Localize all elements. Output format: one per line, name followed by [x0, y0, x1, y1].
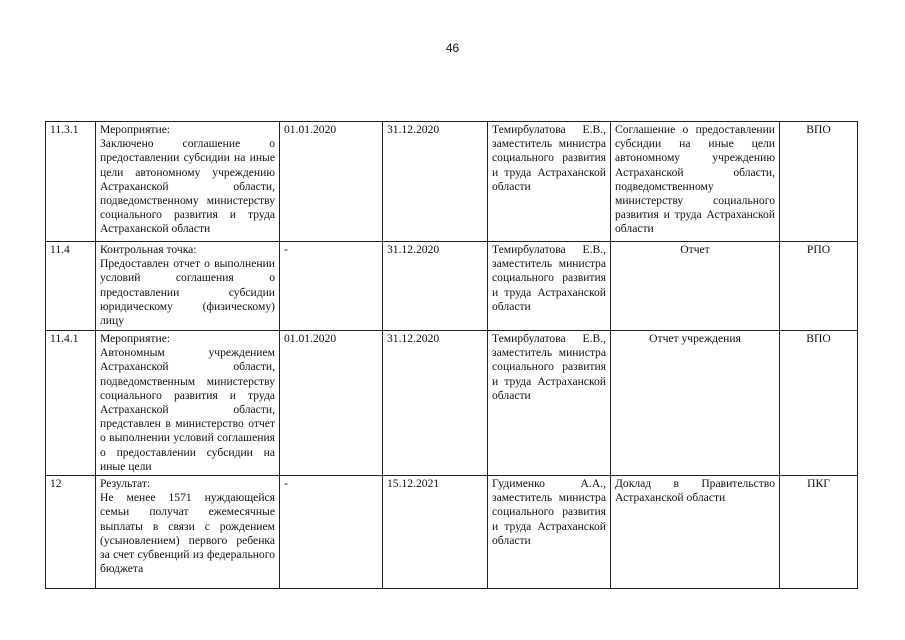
- start-date: -: [280, 242, 383, 331]
- event-type: Мероприятие:: [100, 123, 171, 136]
- event-description: [96, 242, 280, 331]
- event-text: Автономным учреждением Астраханской области, подведомственным министерству социального развития и труда Астраханской области, представлен в министерство отчет о выполнении условий соглашения о предоставлении субсидии на иные цели: [100, 346, 275, 473]
- table-row: [46, 331, 858, 476]
- responsible-person: Гудименко А.А., заместитель министра социального развития и труда Астраханской области: [488, 476, 611, 589]
- event-text: Предоставлен отчет о выполнении условий соглашения о предоставлении субсидии юридическому (физическому) лицу: [100, 257, 275, 328]
- row-number: 11.4: [46, 242, 96, 331]
- start-date: -: [280, 476, 383, 589]
- event-type: Мероприятие:: [100, 332, 171, 345]
- level-code: РПО: [780, 242, 858, 331]
- responsible-person: Темирбулатова Е.В., заместитель министра социального развития и труда Астраханской области: [488, 122, 611, 242]
- level-code: ВПО: [780, 331, 858, 476]
- result-document: Отчет учреждения: [611, 331, 780, 476]
- event-type: Контрольная точка:: [100, 243, 197, 256]
- responsible-person: Темирбулатова Е.В., заместитель министра социального развития и труда Астраханской области: [488, 242, 611, 331]
- start-date: 01.01.2020: [280, 331, 383, 476]
- responsible-person: Темирбулатова Е.В., заместитель министра социального развития и труда Астраханской области: [488, 331, 611, 476]
- end-date: 31.12.2020: [383, 122, 488, 242]
- result-document: Отчет: [611, 242, 780, 331]
- row-number: 12: [46, 476, 96, 589]
- end-date: 31.12.2020: [383, 242, 488, 331]
- table-row: [46, 242, 858, 331]
- table-row: [46, 122, 858, 242]
- event-text: Заключено соглашение о предоставлении субсидии на иные цели автономному учреждению Астраханской области, подведомственному министерству социального развития и труда Астраханской области: [100, 137, 275, 236]
- table-row: [46, 476, 858, 589]
- event-type: Результат:: [100, 477, 151, 490]
- start-date: 01.01.2020: [280, 122, 383, 242]
- event-description: [96, 331, 280, 476]
- level-code: ПКГ: [780, 476, 858, 589]
- row-number: 11.3.1: [46, 122, 96, 242]
- end-date: 31.12.2020: [383, 331, 488, 476]
- end-date: 15.12.2021: [383, 476, 488, 589]
- result-document: Доклад в Правительство Астраханской области: [611, 476, 780, 589]
- event-text: Не менее 1571 нуждающейся семьи получат ежемесячные выплаты в связи с рождением (усыновлением) первого ребенка за счет субвенций из федерального бюджета: [100, 491, 275, 576]
- row-number: 11.4.1: [46, 331, 96, 476]
- level-code: ВПО: [780, 122, 858, 242]
- page-number: 46: [445, 41, 460, 55]
- plan-table: [45, 121, 858, 589]
- event-description: [96, 122, 280, 242]
- event-description: [96, 476, 280, 589]
- result-document: Соглашение о предоставлении субсидии на иные цели автономному учреждению Астраханской области, подведомственному министерству социального развития и труда Астраханской области: [611, 122, 780, 242]
